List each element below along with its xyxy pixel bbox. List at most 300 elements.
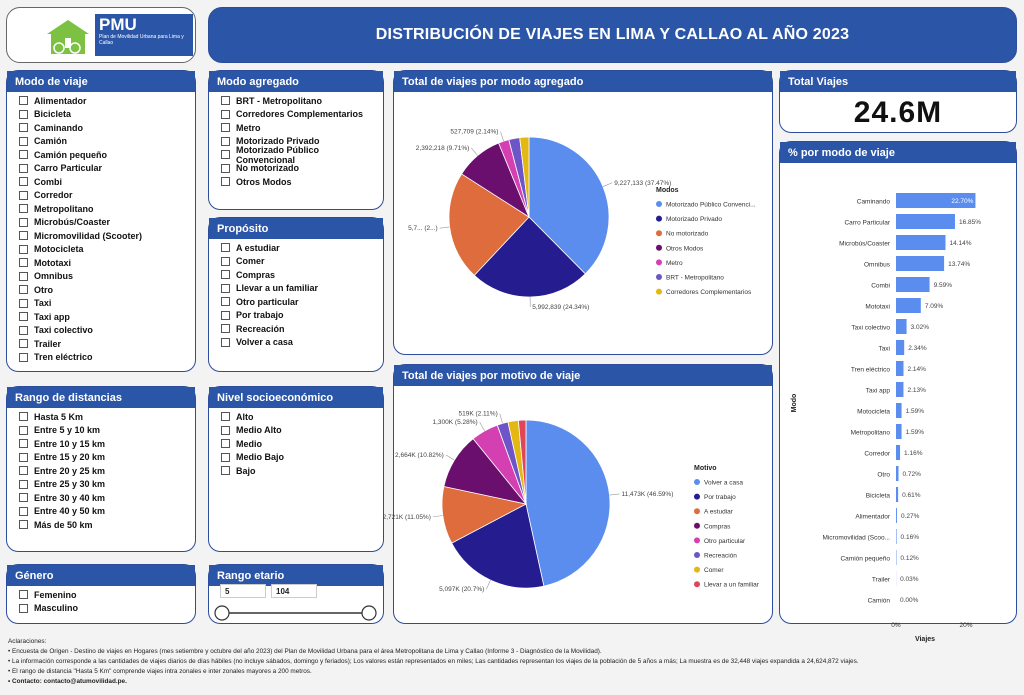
bar[interactable] bbox=[896, 508, 897, 523]
bar-value-label: 0.27% bbox=[900, 513, 920, 520]
bar-value-label: 1.59% bbox=[905, 429, 925, 436]
bar-category-label: Trailer bbox=[871, 576, 890, 584]
option-label: Medio bbox=[236, 438, 262, 449]
option-label: Otro particular bbox=[236, 296, 299, 307]
filter-option[interactable] bbox=[19, 410, 183, 424]
option-label: Motorizado Privado bbox=[236, 136, 320, 147]
filter-option[interactable] bbox=[19, 602, 183, 616]
bar-category-label: Carro Particular bbox=[844, 219, 890, 227]
checkbox[interactable] bbox=[19, 426, 28, 435]
option-label: Entre 15 y 20 km bbox=[34, 452, 106, 463]
option-label: Corredor bbox=[34, 190, 73, 201]
options-list bbox=[7, 408, 195, 534]
pie-data-label: 519K (2.11%) bbox=[458, 410, 498, 418]
bar[interactable] bbox=[896, 319, 907, 334]
checkbox[interactable] bbox=[221, 338, 230, 347]
checkbox[interactable] bbox=[221, 297, 230, 306]
bar-category-label: Otro bbox=[877, 471, 890, 479]
bar[interactable] bbox=[896, 424, 902, 439]
legend-title: Motivo bbox=[694, 465, 717, 472]
legend-swatch bbox=[656, 289, 662, 295]
legend-title: Modos bbox=[656, 187, 679, 194]
filter-option[interactable] bbox=[19, 297, 183, 311]
filter-option[interactable] bbox=[221, 255, 371, 269]
label-leader bbox=[500, 132, 503, 141]
filter-title: Nivel socioeconómico bbox=[209, 387, 383, 408]
option-label: Bicicleta bbox=[34, 109, 72, 120]
x-axis-label: Viajes bbox=[914, 636, 936, 643]
label-leader bbox=[500, 414, 503, 424]
legend-item[interactable]: Llevar a un familiar bbox=[704, 581, 759, 589]
option-label: BRT - Metropolitano bbox=[236, 95, 322, 106]
option-label: Más de 50 km bbox=[34, 519, 93, 530]
bar-value-label: 22.70% bbox=[951, 198, 974, 205]
filter-option[interactable] bbox=[221, 144, 371, 165]
bar[interactable] bbox=[896, 466, 899, 481]
option-label: Taxi bbox=[34, 298, 52, 309]
option-label: Corredores Complementarios bbox=[236, 109, 364, 120]
filter-option[interactable] bbox=[19, 243, 183, 257]
checkbox[interactable] bbox=[221, 177, 230, 186]
checkbox[interactable] bbox=[19, 258, 28, 267]
label-leader bbox=[480, 422, 485, 431]
checkbox[interactable] bbox=[221, 110, 230, 119]
legend-swatch bbox=[656, 245, 662, 251]
filter-option[interactable] bbox=[19, 310, 183, 324]
option-label: Volver a casa bbox=[236, 337, 293, 348]
filter-modo-agregado bbox=[208, 70, 384, 210]
pie-data-label: 5,097K (20.7%) bbox=[439, 586, 485, 594]
bar-value-label: 7.09% bbox=[924, 303, 944, 310]
kpi-title: Total Viajes bbox=[780, 71, 1016, 92]
bar[interactable] bbox=[896, 214, 955, 229]
legend-swatch bbox=[656, 259, 662, 265]
checkbox[interactable] bbox=[19, 493, 28, 502]
bar-category-label: Metropolitano bbox=[850, 429, 890, 437]
label-leader bbox=[603, 183, 612, 187]
legend-swatch bbox=[694, 537, 700, 543]
legend-item[interactable]: Recreación bbox=[704, 552, 737, 560]
filter-modo-viaje bbox=[6, 70, 196, 372]
bar-category-label: Camión bbox=[867, 597, 890, 605]
filter-option[interactable] bbox=[19, 337, 183, 351]
filter-option[interactable] bbox=[221, 451, 371, 465]
legend-swatch bbox=[694, 479, 700, 485]
legend-item[interactable]: A estudiar bbox=[704, 508, 733, 516]
checkbox[interactable] bbox=[221, 243, 230, 252]
bar[interactable] bbox=[896, 256, 944, 271]
checkbox[interactable] bbox=[221, 453, 230, 462]
legend-swatch bbox=[656, 274, 662, 280]
option-label: Micromovilidad (Scooter) bbox=[34, 230, 143, 241]
option-label: Medio Alto bbox=[236, 425, 282, 436]
legend-swatch bbox=[656, 230, 662, 236]
filter-option[interactable] bbox=[19, 229, 183, 243]
bar-value-label: 3.02% bbox=[910, 324, 930, 331]
checkbox[interactable] bbox=[19, 110, 28, 119]
option-label: Tren eléctrico bbox=[34, 352, 93, 363]
notes bbox=[8, 637, 1018, 687]
filter-option[interactable] bbox=[19, 202, 183, 216]
checkbox[interactable] bbox=[221, 96, 230, 105]
filter-option[interactable] bbox=[19, 437, 183, 451]
checkbox[interactable] bbox=[221, 150, 230, 159]
checkbox[interactable] bbox=[19, 285, 28, 294]
bar-value-label: 0.16% bbox=[900, 534, 919, 541]
age-range-slider[interactable] bbox=[214, 604, 380, 622]
bar[interactable] bbox=[896, 235, 945, 250]
bar-category-label: Bicicleta bbox=[865, 492, 890, 500]
bar-modo-chart bbox=[780, 163, 1016, 643]
filter-option[interactable] bbox=[19, 135, 183, 149]
bar-category-label: Alimentador bbox=[855, 513, 890, 521]
checkbox[interactable] bbox=[221, 137, 230, 146]
pie-motivo-card bbox=[382, 364, 773, 624]
bar-value-label: 0.61% bbox=[902, 492, 921, 499]
checkbox[interactable] bbox=[221, 426, 230, 435]
option-label: Mototaxi bbox=[34, 257, 71, 268]
bar-value-label: 2.34% bbox=[908, 345, 927, 352]
label-leader bbox=[486, 580, 490, 589]
checkbox[interactable] bbox=[19, 191, 28, 200]
pie-modo-agregado-card bbox=[393, 70, 773, 355]
filter-option[interactable] bbox=[19, 505, 183, 519]
legend-item[interactable]: Motorizado Privado bbox=[666, 216, 722, 224]
filter-option[interactable] bbox=[221, 268, 371, 282]
logo-subtitle: Plan de Movilidad Urbana para Lima y Callao bbox=[99, 34, 184, 46]
checkbox[interactable] bbox=[19, 299, 28, 308]
checkbox[interactable] bbox=[221, 439, 230, 448]
filter-option[interactable] bbox=[19, 256, 183, 270]
checkbox[interactable] bbox=[19, 204, 28, 213]
logo-word: PMU bbox=[99, 15, 137, 34]
bar[interactable] bbox=[896, 340, 904, 355]
bar-category-label: Mototaxi bbox=[865, 303, 890, 311]
checkbox[interactable] bbox=[221, 284, 230, 293]
checkbox[interactable] bbox=[19, 245, 28, 254]
legend-swatch bbox=[656, 201, 662, 207]
y-axis-label: Modo bbox=[791, 393, 798, 413]
option-label: Camión pequeño bbox=[34, 149, 108, 160]
option-label: Taxi app bbox=[34, 311, 70, 322]
option-label: Medio Bajo bbox=[236, 452, 285, 463]
checkbox[interactable] bbox=[19, 507, 28, 516]
page-title: DISTRIBUCIÓN DE VIAJES EN LIMA Y CALLAO AL AÑO 2023 bbox=[375, 26, 850, 43]
option-label: Microbús/Coaster bbox=[34, 217, 111, 228]
option-label: Entre 10 y 15 km bbox=[34, 438, 106, 449]
option-label: Entre 40 y 50 km bbox=[34, 506, 106, 517]
bar[interactable] bbox=[896, 298, 921, 313]
filter-option[interactable] bbox=[19, 216, 183, 230]
bar-category-label: Caminando bbox=[856, 198, 890, 206]
filter-option[interactable] bbox=[221, 322, 371, 336]
legend-item[interactable]: Corredores Complementarios bbox=[666, 289, 752, 297]
checkbox[interactable] bbox=[19, 150, 28, 159]
option-label: A estudiar bbox=[236, 242, 280, 253]
bar-value-label: 1.16% bbox=[904, 450, 923, 457]
option-label: Trailer bbox=[34, 338, 62, 349]
option-label: Camión bbox=[34, 136, 68, 147]
checkbox[interactable] bbox=[221, 324, 230, 333]
bar-category-label: Omnibus bbox=[863, 261, 890, 269]
note-line: • Encuesta de Origen - Destino de viajes en Hogares (mes setiembre y octubre del año 2023) del Plan de Movilidad Urbana para el área Metropolitana de Lima y Callao (Informe 3 - Diagnóstico de la Movilidad). bbox=[8, 648, 602, 655]
filter-title: Modo de viaje bbox=[7, 71, 195, 92]
option-label: Motocicleta bbox=[34, 244, 84, 255]
legend-item[interactable]: Otros Modos bbox=[666, 245, 704, 253]
checkbox[interactable] bbox=[221, 466, 230, 475]
legend-swatch bbox=[694, 494, 700, 500]
bar-category-label: Taxi bbox=[878, 345, 890, 353]
bar-value-label: 1.59% bbox=[905, 408, 925, 415]
filter-rango-distancias bbox=[6, 386, 196, 552]
option-label: Comer bbox=[236, 256, 265, 267]
bar-value-label: 0.00% bbox=[900, 597, 919, 604]
logo-graphic bbox=[43, 16, 93, 58]
filter-option[interactable] bbox=[19, 491, 183, 505]
checkbox[interactable] bbox=[19, 604, 28, 613]
checkbox[interactable] bbox=[19, 177, 28, 186]
bar-category-label: Taxi app bbox=[865, 387, 890, 395]
filter-option[interactable] bbox=[221, 336, 371, 350]
pie-data-label: 1,300K (5.28%) bbox=[432, 419, 478, 427]
filter-option[interactable] bbox=[19, 94, 183, 108]
checkbox[interactable] bbox=[19, 412, 28, 421]
option-label: Metropolitano bbox=[34, 203, 94, 214]
checkbox[interactable] bbox=[19, 353, 28, 362]
legend-item[interactable]: Metro bbox=[666, 259, 683, 267]
option-label: Motorizado Público Convencional bbox=[236, 144, 319, 165]
filter-option[interactable] bbox=[19, 108, 183, 122]
filter-title: Rango de distancias bbox=[7, 387, 195, 408]
notes-heading: Aclaraciones: bbox=[8, 638, 47, 645]
bar[interactable] bbox=[896, 529, 897, 544]
option-label: Compras bbox=[236, 269, 276, 280]
filter-option[interactable] bbox=[19, 451, 183, 465]
bar-category-label: Tren eléctrico bbox=[850, 366, 890, 374]
pie-modo-agregado bbox=[394, 92, 772, 354]
legend-swatch bbox=[656, 216, 662, 222]
option-label: Taxi colectivo bbox=[34, 325, 93, 336]
filter-option[interactable] bbox=[19, 464, 183, 478]
logo-text bbox=[95, 14, 193, 56]
option-label: Caminando bbox=[34, 122, 84, 133]
bar-value-label: 13.74% bbox=[948, 261, 971, 268]
bar-value-label: 2.14% bbox=[907, 366, 926, 373]
bar[interactable] bbox=[896, 403, 902, 418]
option-label: Bajo bbox=[236, 465, 256, 476]
option-label: Por trabajo bbox=[236, 310, 284, 321]
filter-nivel-socio bbox=[208, 386, 384, 552]
filter-title: Propósito bbox=[209, 218, 383, 239]
filter-title: Modo agregado bbox=[209, 71, 383, 92]
checkbox[interactable] bbox=[221, 123, 230, 132]
option-label: Combi bbox=[34, 176, 62, 187]
filter-option[interactable] bbox=[19, 324, 183, 338]
bar[interactable] bbox=[896, 382, 903, 397]
legend-item[interactable]: Compras bbox=[704, 523, 731, 531]
checkbox[interactable] bbox=[19, 326, 28, 335]
age-max-input[interactable]: 104 bbox=[271, 584, 317, 598]
bar-value-label: 14.14% bbox=[949, 240, 972, 247]
bar-value-label: 0.12% bbox=[900, 555, 919, 562]
option-label: Alto bbox=[236, 411, 254, 422]
age-min-input[interactable]: 5 bbox=[220, 584, 266, 598]
filter-genero bbox=[6, 564, 196, 624]
label-leader bbox=[433, 515, 443, 516]
legend-item[interactable]: Por trabajo bbox=[704, 494, 736, 502]
checkbox[interactable] bbox=[19, 339, 28, 348]
label-leader bbox=[446, 455, 455, 460]
filter-option[interactable] bbox=[19, 478, 183, 492]
filter-proposito bbox=[208, 217, 384, 372]
label-leader bbox=[440, 227, 450, 228]
legend-swatch bbox=[694, 581, 700, 587]
chart-title: % por modo de viaje bbox=[780, 142, 1016, 163]
checkbox[interactable] bbox=[19, 312, 28, 321]
pie-data-label: 11,473K (46.59%) bbox=[621, 490, 674, 498]
kpi-card bbox=[779, 70, 1017, 133]
chart-title: Total de viajes por motivo de viaje bbox=[394, 365, 772, 386]
checkbox[interactable] bbox=[221, 164, 230, 173]
filter-title: Rango etario bbox=[209, 565, 383, 586]
checkbox[interactable] bbox=[19, 439, 28, 448]
filter-option[interactable] bbox=[221, 309, 371, 323]
filter-title: Género bbox=[7, 565, 195, 586]
checkbox[interactable] bbox=[19, 480, 28, 489]
option-label: Omnibus bbox=[34, 271, 74, 282]
bar[interactable] bbox=[896, 277, 930, 292]
filter-option[interactable] bbox=[221, 424, 371, 438]
filter-option[interactable] bbox=[221, 94, 371, 108]
options-list bbox=[7, 586, 195, 617]
option-label: Entre 30 y 40 km bbox=[34, 492, 106, 503]
checkbox[interactable] bbox=[19, 590, 28, 599]
bar-modo-card bbox=[779, 141, 1017, 643]
option-label: Entre 5 y 10 km bbox=[34, 425, 101, 436]
filter-option[interactable] bbox=[19, 351, 183, 365]
legend-item[interactable]: Comer bbox=[704, 567, 724, 575]
bar-category-label: Corredor bbox=[864, 450, 890, 458]
checkbox[interactable] bbox=[19, 453, 28, 462]
pie-data-label: 5,7... (2...) bbox=[408, 225, 438, 233]
checkbox[interactable] bbox=[19, 164, 28, 173]
option-label: Otro bbox=[34, 284, 53, 295]
option-label: Masculino bbox=[34, 603, 79, 614]
logo-card bbox=[6, 7, 196, 63]
filter-option[interactable] bbox=[221, 175, 371, 189]
legend-item[interactable]: Otro particular bbox=[704, 537, 746, 545]
bar[interactable] bbox=[896, 487, 898, 502]
checkbox[interactable] bbox=[19, 466, 28, 475]
bar-category-label: Micromovilidad (Scoo... bbox=[822, 534, 890, 542]
checkbox[interactable] bbox=[19, 123, 28, 132]
checkbox[interactable] bbox=[221, 412, 230, 421]
checkbox[interactable] bbox=[221, 311, 230, 320]
checkbox[interactable] bbox=[19, 520, 28, 529]
filter-option[interactable] bbox=[221, 282, 371, 296]
filter-option[interactable] bbox=[221, 295, 371, 309]
bar-value-label: 2.13% bbox=[907, 387, 926, 394]
filter-option[interactable] bbox=[19, 148, 183, 162]
bar-value-label: 16.85% bbox=[958, 219, 982, 226]
legend-swatch bbox=[694, 508, 700, 514]
pie-data-label: 9,227,133 (37.47%) bbox=[614, 179, 672, 187]
checkbox[interactable] bbox=[19, 137, 28, 146]
option-label: Entre 25 y 30 km bbox=[34, 479, 106, 490]
filter-option[interactable] bbox=[19, 283, 183, 297]
filter-option[interactable] bbox=[221, 121, 371, 135]
slider-handle-max[interactable] bbox=[362, 606, 376, 620]
filter-option[interactable] bbox=[19, 121, 183, 135]
bar-category-label: Combi bbox=[871, 282, 890, 290]
options-list bbox=[209, 92, 383, 191]
filter-option[interactable] bbox=[19, 270, 183, 284]
page-title-banner bbox=[208, 7, 1017, 63]
filter-option[interactable] bbox=[221, 437, 371, 451]
options-list bbox=[209, 239, 383, 351]
filter-option[interactable] bbox=[221, 464, 371, 478]
checkbox[interactable] bbox=[19, 218, 28, 227]
bar-value-label: 0.03% bbox=[900, 576, 919, 583]
pie-data-label: 527,709 (2.14%) bbox=[450, 128, 499, 136]
filter-option[interactable] bbox=[19, 162, 183, 176]
x-tick-label: 20% bbox=[959, 622, 973, 629]
checkbox[interactable] bbox=[221, 270, 230, 279]
checkbox[interactable] bbox=[19, 272, 28, 281]
slider-handle-min[interactable] bbox=[215, 606, 229, 620]
filter-option[interactable] bbox=[19, 518, 183, 532]
legend-item[interactable]: No motorizado bbox=[666, 230, 709, 238]
option-label: Carro Particular bbox=[34, 163, 103, 174]
option-label: Entre 20 y 25 km bbox=[34, 465, 106, 476]
option-label: Femenino bbox=[34, 589, 77, 600]
checkbox[interactable] bbox=[221, 257, 230, 266]
legend-swatch bbox=[694, 552, 700, 558]
pie-data-label: 5,992,839 (24.34%) bbox=[532, 303, 590, 311]
label-leader bbox=[471, 148, 477, 156]
bar-category-label: Motocicleta bbox=[857, 408, 890, 416]
bar-value-label: 0.72% bbox=[902, 471, 921, 478]
note-contact: • Contacto: contacto@atumovilidad.pe. bbox=[8, 678, 127, 685]
filter-option[interactable] bbox=[19, 588, 183, 602]
bar[interactable] bbox=[896, 361, 903, 376]
filter-option[interactable] bbox=[221, 241, 371, 255]
checkbox[interactable] bbox=[19, 231, 28, 240]
bar-value-label: 9.59% bbox=[933, 282, 953, 289]
legend-swatch bbox=[694, 523, 700, 529]
note-line: • El rango de distancia "Hasta 5 Km" comprende viajes intra zonales e inter zonales mayores a 200 metros. bbox=[8, 668, 312, 675]
bar-category-label: Camión pequeño bbox=[840, 555, 890, 563]
label-leader bbox=[610, 494, 620, 495]
legend-swatch bbox=[694, 567, 700, 573]
filter-option[interactable] bbox=[19, 189, 183, 203]
filter-option[interactable] bbox=[19, 424, 183, 438]
legend-item[interactable]: Volver a casa bbox=[704, 479, 744, 487]
bar-category-label: Taxi colectivo bbox=[851, 324, 890, 332]
legend-item[interactable]: Motorizado Público Convenci... bbox=[666, 201, 756, 209]
pie-data-label: 2,721K (11.05%) bbox=[382, 513, 431, 521]
note-line: • La información corresponde a las cantidades de viajes diarios de días hábiles (no incluye sábados, domingo y feriados); Los valores están representados en miles; Las cantidades representan los viajes de la población de 5 años a más; La muestra es de 32,448 viajes expandida a 24,624,872 viajes. bbox=[8, 658, 859, 665]
option-label: Recreación bbox=[236, 323, 285, 334]
filter-option[interactable] bbox=[221, 108, 371, 122]
filter-option[interactable] bbox=[221, 410, 371, 424]
bar[interactable] bbox=[896, 445, 900, 460]
checkbox[interactable] bbox=[19, 96, 28, 105]
legend-item[interactable]: BRT - Metropolitano bbox=[666, 274, 724, 282]
filter-option[interactable] bbox=[19, 175, 183, 189]
chart-title: Total de viajes por modo agregado bbox=[394, 71, 772, 92]
pie-data-label: 2,392,218 (9.71%) bbox=[415, 144, 470, 152]
